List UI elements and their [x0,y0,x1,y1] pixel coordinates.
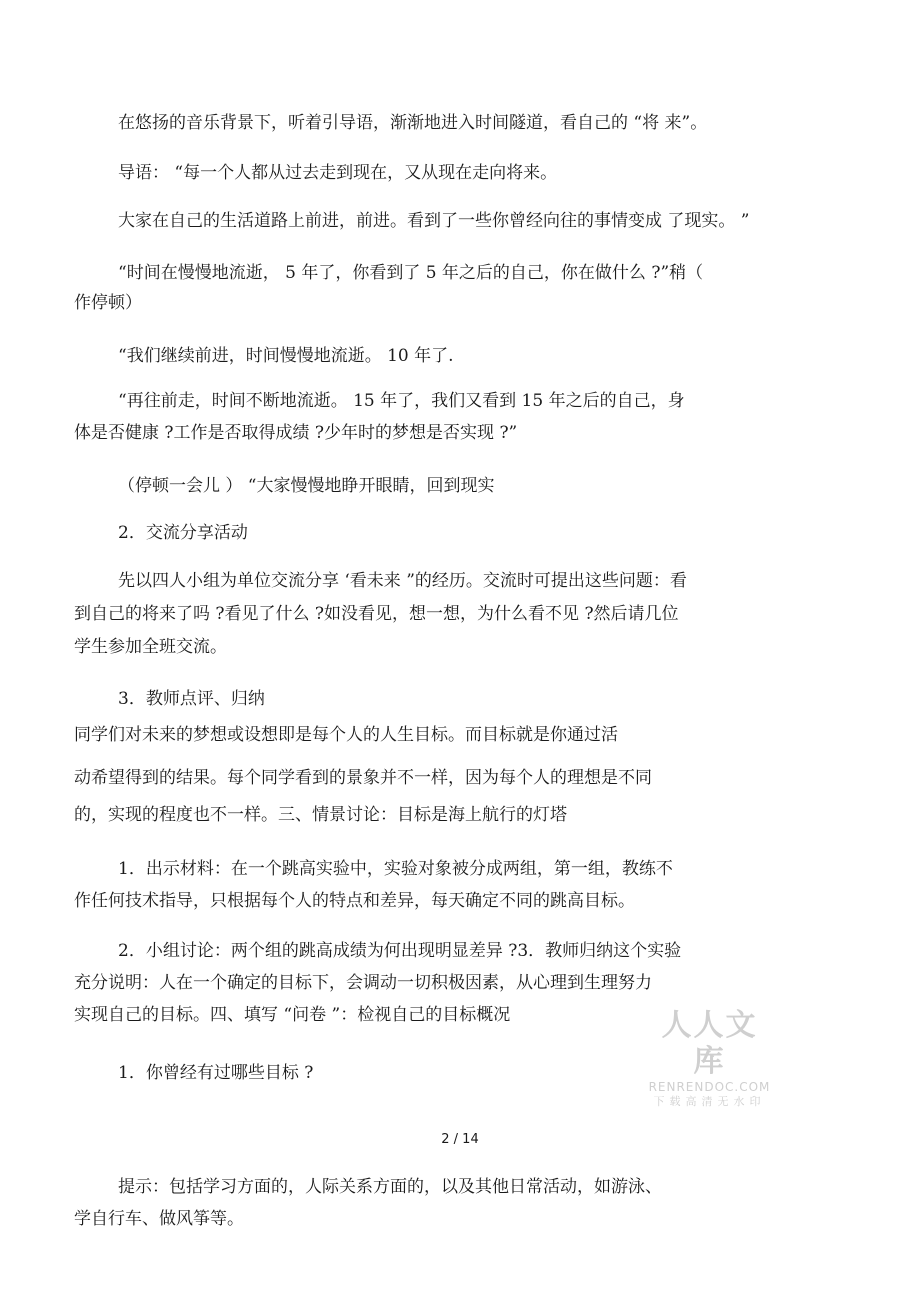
text-line: 体是否健康 ?工作是否取得成绩 ?少年时的梦想是否实现 ?” [74,423,518,443]
text-line: 学自行车、做风筝等。 [74,1209,244,1229]
watermark [647,1008,772,1110]
watermark-domain: RENRENDOC.COM [648,1080,771,1094]
section-heading: 2．交流分享活动 [118,523,248,543]
text-line: 充分说明：人在一个确定的目标下，会调动一切积极因素，从心理到生理努力 [74,973,652,993]
text-line: 在悠扬的音乐背景下，听着引导语，渐渐地进入时间隧道，看自己的 “将 来”。 [118,113,708,133]
text-line: “再往前走，时间不断地流逝。 15 年了，我们又看到 15 年之后的自己，身 [118,391,685,411]
section-heading: 3．教师点评、归纳 [118,689,265,709]
text-line: 提示：包括学习方面的，人际关系方面的，以及其他日常活动，如游泳、 [118,1177,662,1197]
text-line: 动希望得到的结果。每个同学看到的景象并不一样，因为每个人的理想是不同 [74,768,652,788]
watermark-subtitle: 下载高清无水印 [653,1095,766,1108]
text-line: “时间在慢慢地流逝， 5 年了，你看到了 5 年之后的自己，你在做什么 ?”稍（ [118,263,704,283]
text-line: 实现自己的目标。四、填写 “问卷 ”：检视自己的目标概况 [74,1005,511,1025]
text-line: 1．出示材料：在一个跳高实验中，实验对象被分成两组，第一组，教练不 [118,859,673,879]
text-line: 导语： “每一个人都从过去走到现在，又从现在走向将来。 [118,163,558,183]
text-line: 2．小组讨论：两个组的跳高成绩为何出现明显差异 ?3．教师归纳这个实验 [118,941,682,961]
text-line: “我们继续前进，时间慢慢地流逝。 10 年了. [118,346,454,366]
text-line: （停顿一会儿 ） “大家慢慢地睁开眼睛，回到现实 [118,476,495,496]
text-line: 作停顿） [74,293,142,313]
text-line: 学生参加全班交流。 [74,637,227,657]
watermark-title: 人人文库 [661,1008,758,1079]
text-line: 大家在自己的生活道路上前进，前进。看到了一些你曾经向往的事情变成 了现实。 ” [118,211,750,231]
page-number: 2 / 14 [441,1132,479,1147]
text-line: 的，实现的程度也不一样。三、情景讨论：目标是海上航行的灯塔 [74,805,567,825]
text-line: 先以四人小组为单位交流分享 ‘看未来 ”的经历。交流时可提出这些问题：看 [118,571,687,591]
text-line: 1．你曾经有过哪些目标 ? [118,1063,314,1083]
text-line: 到自己的将来了吗 ?看见了什么 ?如没看见，想一想，为什么看不见 ?然后请几位 [74,604,679,624]
text-line: 同学们对未来的梦想或设想即是每个人的人生目标。而目标就是你通过活 [74,725,618,745]
text-line: 作任何技术指导，只根据每个人的特点和差异，每天确定不同的跳高目标。 [74,891,635,911]
